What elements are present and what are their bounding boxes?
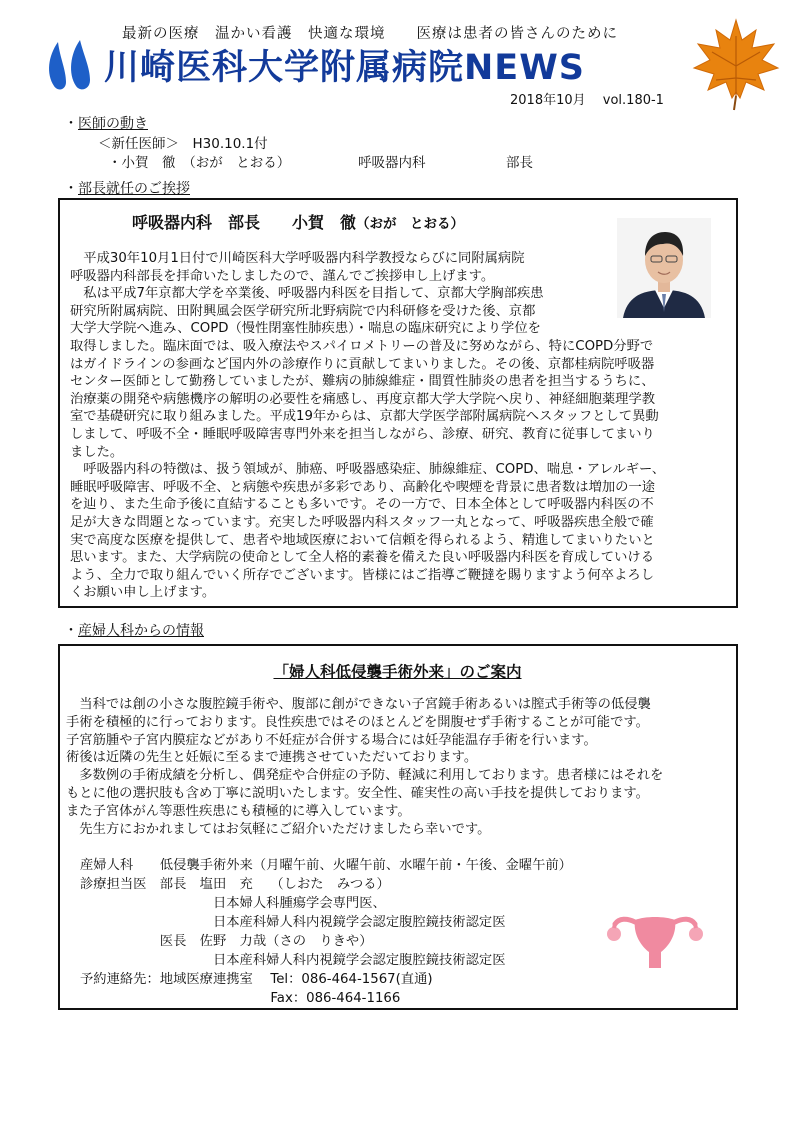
clinic-info-line: 産婦人科 低侵襲手術外来（月曜午前、火曜午前、水曜午前・午後、金曜午前） [80, 858, 572, 873]
issue-volume: vol.180-1 [602, 93, 664, 108]
greeting-body [70, 250, 730, 602]
obgyn-heading-text: 「婦人科低侵襲手術外来」のご案内 [273, 663, 522, 681]
greeting-line: 私は平成7年京都大学を卒業後、呼吸器内科医を目指して、京都大学胸部疾患 [70, 286, 544, 302]
doctor-dept: 呼吸器内科 [358, 155, 426, 171]
clinic-info-line: 日本産科婦人科内視鏡学会認定腹腔鏡技術認定医 [80, 915, 506, 930]
obgyn-clinic-info [80, 856, 572, 1008]
clinic-info-line: Fax：086-464-1166 [80, 991, 401, 1006]
greeting-line: センター医師として勤務していましたが、難病の肺線維症・間質性肺炎の患者を担当するうちに、 [70, 374, 655, 390]
section-doctors: ・医師の動き [64, 116, 148, 132]
obgyn-line: 先生方におかれましてはお気軽にご紹介いただけましたら幸いです。 [66, 821, 491, 837]
uterus-icon [605, 906, 705, 976]
obgyn-line: また子宮体がん等悪性疾患にも積極的に導入しています。 [66, 803, 411, 819]
doctor-entry: ・小賀 徹 （おが とおる） [108, 155, 291, 171]
issue-info [510, 89, 664, 108]
greeting-line: 研究所附属病院、田附興風会医学研究所北野病院で内科研修を受けた後、京都 [70, 303, 536, 319]
tagline: 最新の医療 温かい看護 快適な環境 医療は患者の皆さんのために [122, 26, 618, 42]
greeting-line: 平成30年10月1日付で川崎医科大学呼吸器内科学教授ならびに同附属病院 [70, 251, 525, 266]
greeting-line: 足が大きな問題となっています。充実した呼吸器内科スタッフ一丸となって、呼吸器疾患全般で確 [70, 514, 654, 530]
hospital-logo-icon [46, 36, 98, 92]
greeting-line: 大学大学院へ進み、COPD（慢性閉塞性肺疾患）・喘息の臨床研究により学位を [70, 321, 541, 337]
obgyn-heading [0, 660, 795, 682]
clinic-info-line: 日本産科婦人科内視鏡学会認定腹腔鏡技術認定医 [80, 953, 506, 968]
doctor-position: 部長 [506, 155, 533, 171]
greeting-line: 呼吸器内科の特徴は、扱う領域が、肺癌、呼吸器感染症、肺線維症、COPD、喘息・アレルギー、 [70, 462, 666, 478]
clinic-info-line: 予約連絡先：地域医療連携室 Tel：086-464-1567(直通) [80, 972, 433, 987]
new-doctor-date: H30.10.1付 [192, 136, 268, 152]
greeting-line: くお願い申し上げます。 [70, 585, 216, 601]
maple-leaf-icon [690, 16, 782, 112]
obgyn-line: 多数例の手術成績を分析し、偶発症や合併症の予防、軽減に利用しております。患者様にはそれを [66, 768, 664, 784]
section-obgyn-label: 産婦人科からの情報 [78, 623, 204, 639]
greeting-line: しまして、呼吸不全・睡眠呼吸障害専門外来を担当しながら、診療、研究、教育に従事してまいり [70, 426, 655, 442]
greeting-line: 思います。また、大学病院の使命として全人格的素養を備えた良い呼吸器内科医を育成していける [70, 550, 654, 566]
clinic-info-line: 診療担当医 部長 塩田 充 （しおた みつる） [80, 877, 390, 892]
greeting-line: 睡眠呼吸障害、呼吸不全、と病態や疾患が多彩であり、高齢化や喫煙を背景に患者数は増加の一途 [70, 479, 656, 495]
section-greeting: ・部長就任のご挨拶 [64, 181, 190, 197]
issue-date: 2018年10月 [510, 93, 586, 108]
greeting-line: 治療薬の開発や病態機序の解明の必要性を痛感し、再度京都大学大学院へ戻り、神経細胞薬理学教 [70, 391, 656, 407]
section-doctors-label: 医師の動き [78, 116, 148, 132]
greeting-line: ました。 [70, 444, 124, 460]
newsletter-title: 川崎医科大学附属病院NEWS [104, 48, 586, 88]
section-greeting-label: 部長就任のご挨拶 [78, 181, 190, 197]
greeting-line: 室で基礎研究に取り組みました。平成19年からは、京都大学医学部附属病院へスタッフとして異動 [70, 409, 659, 425]
greeting-heading [132, 210, 464, 233]
new-doctor-line [98, 132, 268, 152]
greeting-heading-name: 呼吸器内科 部長 小賀 徹 [132, 213, 357, 232]
obgyn-line: 手術を積極的に行っております。良性疾患ではそのほとんどを開腹せず手術することが可能です。 [66, 714, 649, 730]
clinic-info-line: 日本婦人科腫瘍学会専門医、 [80, 896, 386, 911]
clinic-info-line: 医長 佐野 力哉（さの りきや） [80, 934, 373, 949]
obgyn-line: もとに他の選択肢も含め丁寧に説明いたします。安全性、確実性の高い手技を提供しております。 [66, 785, 649, 801]
greeting-line: を辿り、また生命予後に直結することも多いです。その一方で、日本全体として呼吸器内科医の不 [70, 497, 654, 513]
obgyn-line: 術後は近隣の先生と妊娠に至るまで連携させていただいております。 [66, 750, 478, 766]
obgyn-body [66, 696, 736, 838]
greeting-line: 実で高度な医療を提供して、患者や地域医療において信頼を得られるよう、精進してまいりたいと [70, 532, 655, 548]
greeting-line: 呼吸器内科部長を拝命いたしましたので、謹んでご挨拶申し上げます。 [70, 268, 495, 284]
new-doctor-label: ＜新任医師＞ [98, 136, 179, 152]
greeting-line: 取得しました。臨床面では、吸入療法やスパイロメトリーの普及に努めながら、特にCOPD分野で [70, 338, 654, 354]
section-obgyn: ・産婦人科からの情報 [64, 623, 204, 639]
greeting-line: はガイドラインの参画など国内外の診療作りに貢献してまいりました。その後、京都桂病院呼吸器 [70, 356, 655, 372]
obgyn-line: 子宮筋腫や子宮内膜症などがあり不妊症が合併する場合には妊孕能温存手術を行います。 [66, 732, 597, 748]
obgyn-line: 当科では創の小さな腹腔鏡手術や、腹部に創ができない子宮鏡手術あるいは膣式手術等の低侵襲 [66, 697, 651, 712]
greeting-heading-reading: （おが とおる） [356, 216, 465, 232]
greeting-line: よう、全力で取り組んでいく所存でございます。皆様にはご指導ご鞭撻を賜りますよう何卒よろし [70, 567, 654, 583]
